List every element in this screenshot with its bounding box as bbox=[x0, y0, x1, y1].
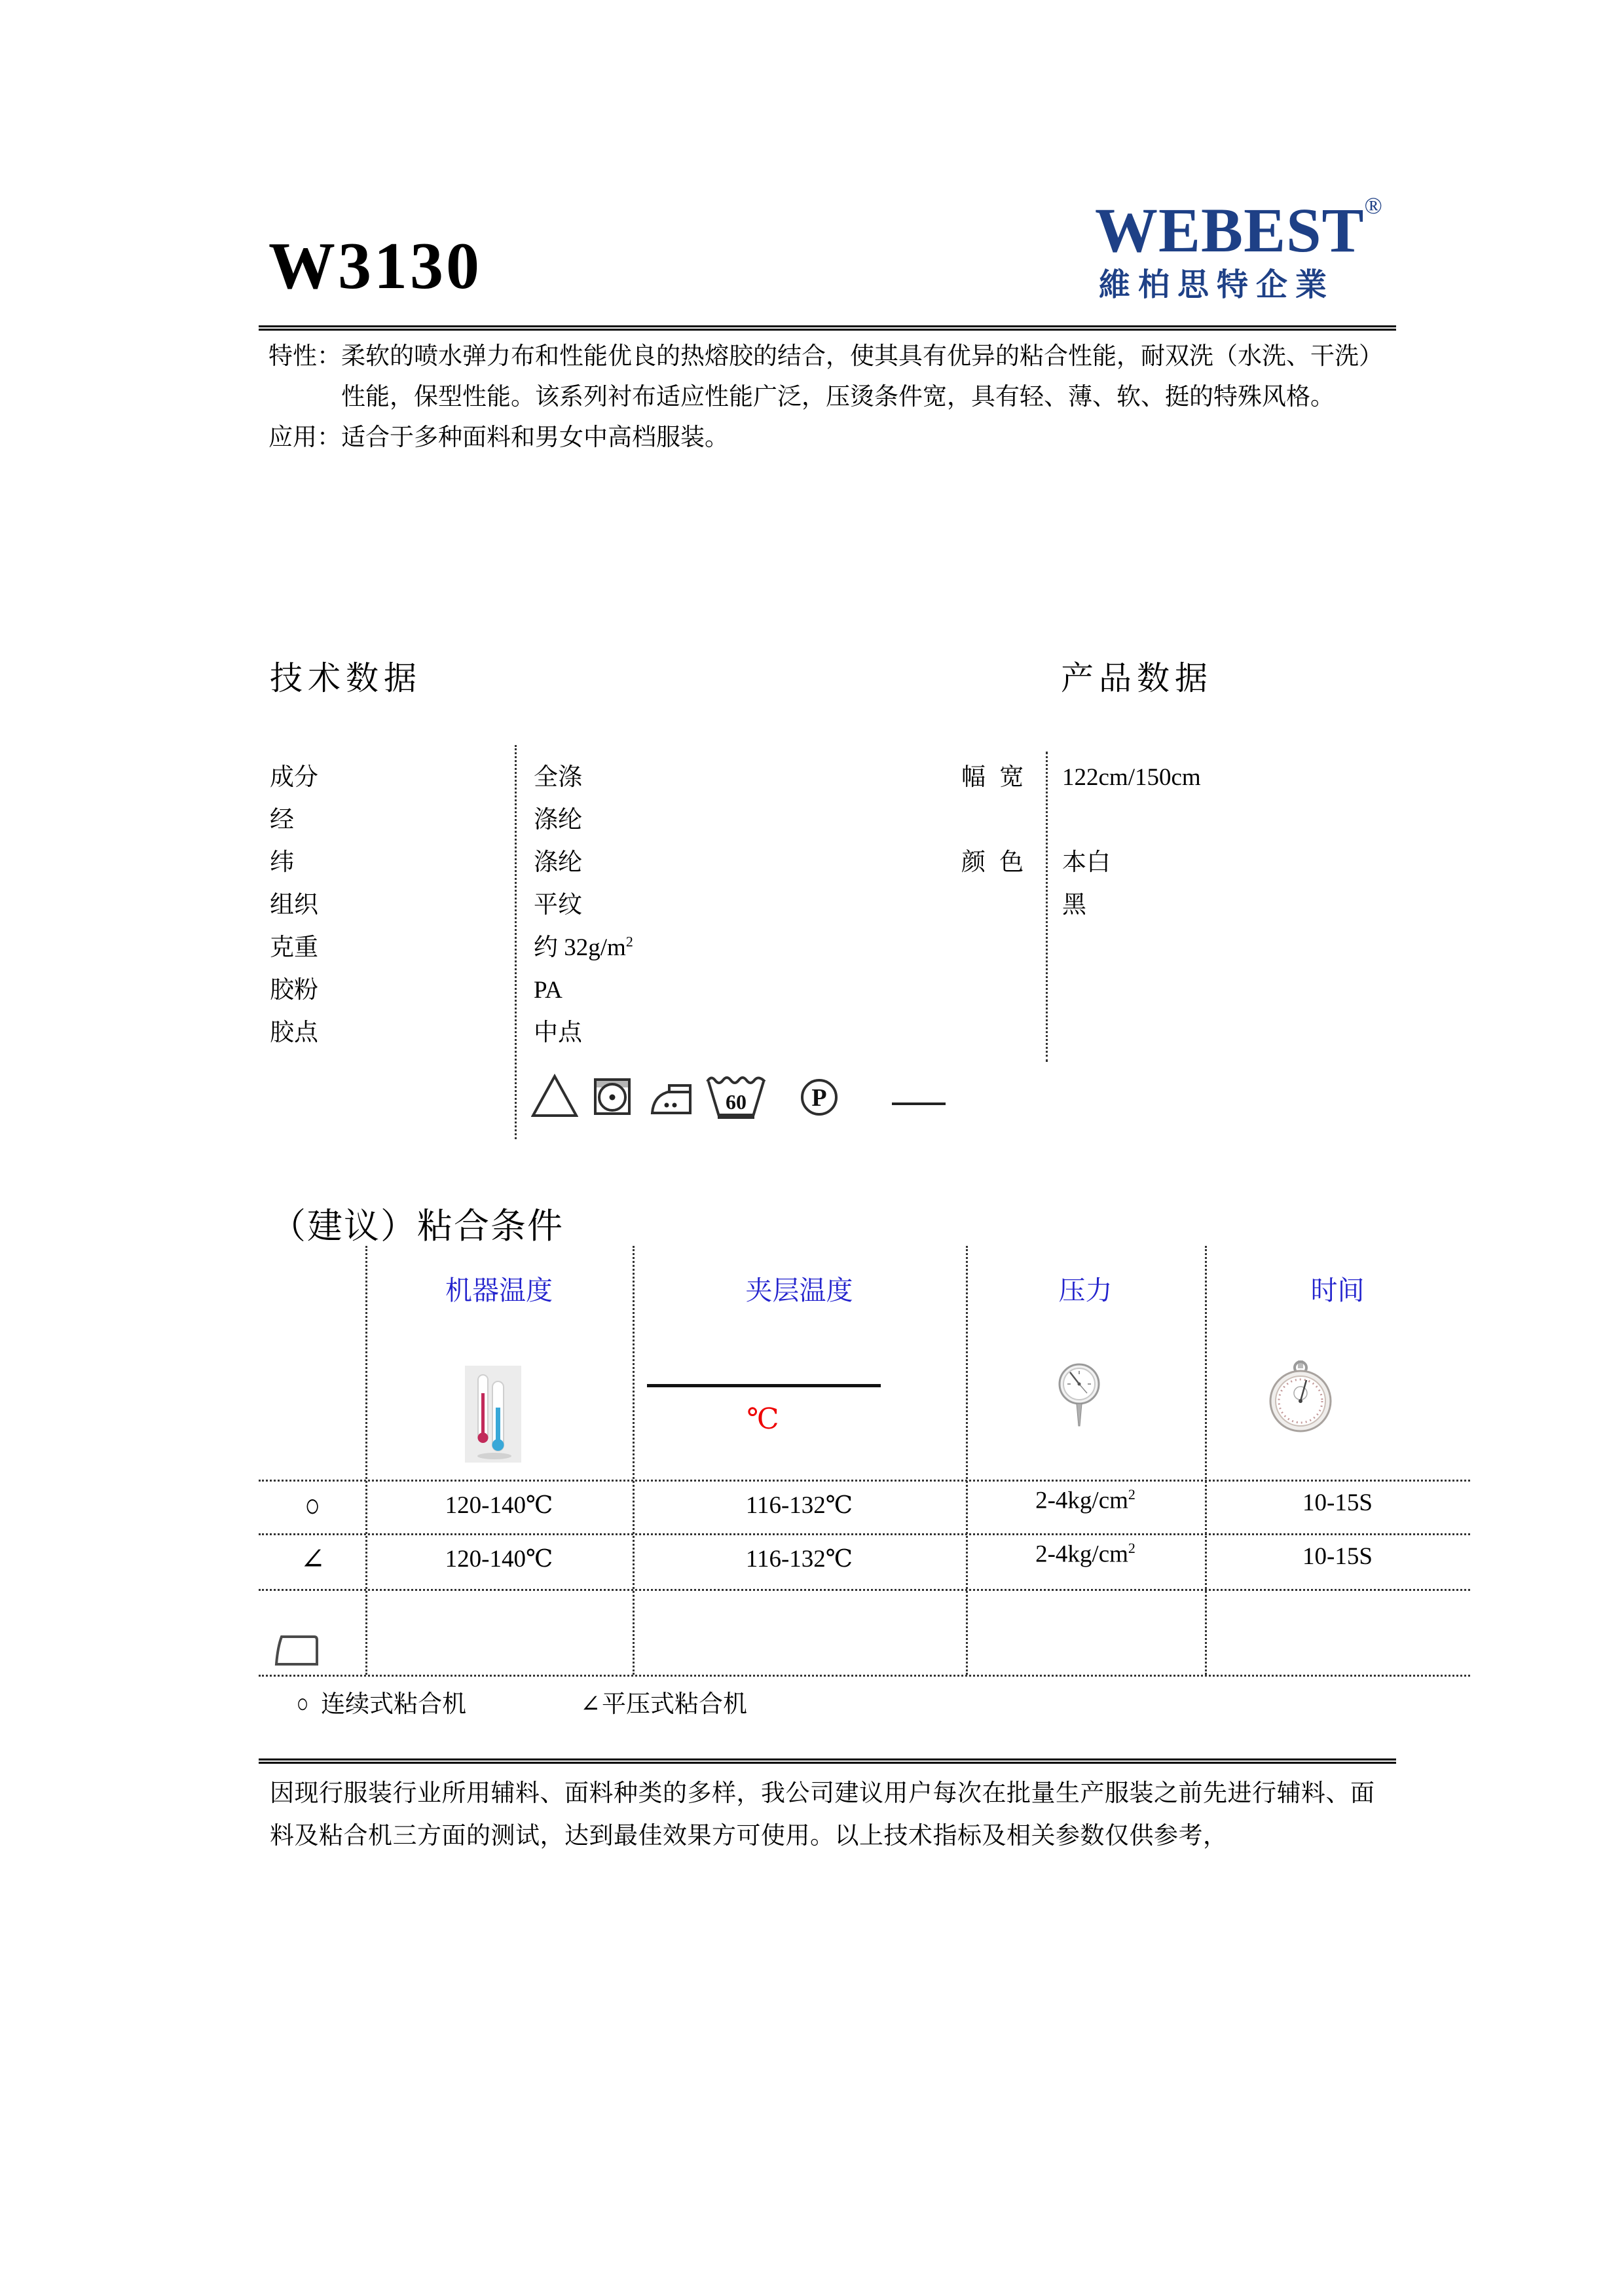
stopwatch-icon bbox=[1269, 1359, 1332, 1434]
product-color-value-1: 本白 bbox=[1062, 849, 1111, 876]
table-row bbox=[270, 976, 563, 1005]
table-row bbox=[270, 891, 582, 920]
table-row bbox=[270, 934, 633, 963]
features-line2: 性能，保型性能。该系列衬布适应性能广泛，压烫条件宽，具有轻、薄、软、挺的特殊风格。 bbox=[341, 384, 1335, 410]
bonding-row2-machine-temp: 120-140℃ bbox=[445, 1546, 553, 1573]
table-row bbox=[270, 806, 582, 835]
features-label: 特性： bbox=[268, 343, 341, 370]
bonding-row-line-1 bbox=[259, 1480, 1470, 1482]
tech-value-adhesive: PA bbox=[534, 977, 563, 1004]
bonding-col-line-4 bbox=[1205, 1246, 1207, 1675]
footer-divider bbox=[259, 1758, 1396, 1764]
application-text: 适合于多种面料和男女中高档服装。 bbox=[341, 424, 729, 451]
table-row bbox=[961, 848, 1111, 877]
application-row bbox=[268, 418, 1421, 458]
tech-label-adhesive: 胶粉 bbox=[270, 977, 318, 1004]
product-color-label: 颜 色 bbox=[961, 849, 1024, 876]
bonding-row1-time: 10-15S bbox=[1302, 1489, 1373, 1516]
tech-value-dot: 中点 bbox=[534, 1019, 582, 1046]
bonding-row2-time: 10-15S bbox=[1302, 1543, 1373, 1570]
footer-line2: 料及粘合机三方面的测试，达到最佳效果方可使用。以上技术指标及相关参数仅供参考， bbox=[270, 1823, 1228, 1850]
bonding-row1-pressure: $2-4kg/cm^2$ bbox=[1035, 1486, 1135, 1514]
product-width-value: 122cm/150cm bbox=[1062, 764, 1201, 791]
bonding-row1-machine-temp: 120-140℃ bbox=[445, 1492, 553, 1519]
bonding-col-line-1 bbox=[365, 1246, 367, 1675]
product-data-heading: 产品数据 bbox=[1061, 660, 1213, 697]
bleach-triangle-icon bbox=[531, 1072, 578, 1120]
continuous-symbol: ○ bbox=[296, 1688, 309, 1719]
iron-machine-icon bbox=[272, 1629, 322, 1669]
bonding-row-line-3 bbox=[259, 1589, 1470, 1591]
tech-label-warp: 经 bbox=[270, 807, 294, 833]
product-color-value-2: 黑 bbox=[1062, 892, 1086, 919]
brand-wordmark: WEBEST bbox=[1095, 195, 1365, 265]
brand-chinese-name: 維柏思特企業 bbox=[1099, 268, 1335, 302]
table-row bbox=[961, 763, 1201, 792]
features-text bbox=[341, 337, 1383, 418]
application-label: 应用： bbox=[268, 424, 341, 451]
interlayer-line bbox=[647, 1384, 881, 1387]
bonding-conditions-heading: （建议）粘合条件 bbox=[270, 1207, 564, 1246]
flat-press-label: 平压式粘合机 bbox=[602, 1691, 748, 1718]
bonding-row2-symbol: ∠ bbox=[300, 1542, 325, 1576]
features-line1: 柔软的喷水弹力布和性能优良的热熔胶的结合，使其具有优异的粘合性能，耐双洗（水洗、干洗） bbox=[341, 343, 1383, 370]
bonding-row1-symbol: ○ bbox=[304, 1486, 321, 1524]
dry-flat-line-icon bbox=[892, 1102, 946, 1105]
tech-label-dot: 胶点 bbox=[270, 1019, 318, 1046]
wash-60-icon bbox=[705, 1072, 767, 1122]
bonding-row-line-2 bbox=[259, 1533, 1470, 1535]
bonding-col-pressure: 压力 bbox=[1058, 1275, 1113, 1305]
tech-label-weft: 纬 bbox=[270, 849, 294, 876]
dry-clean-p-icon bbox=[800, 1078, 839, 1117]
tech-value-warp: 涤纶 bbox=[534, 807, 582, 833]
features-row bbox=[268, 337, 1421, 418]
iron-two-dots-icon bbox=[647, 1080, 695, 1117]
tech-value-weft: 涤纶 bbox=[534, 849, 582, 876]
bonding-row1-interlayer-temp: 116-132℃ bbox=[745, 1492, 853, 1519]
bonding-row2-pressure: $2-4kg/cm^2$ bbox=[1035, 1540, 1135, 1568]
brand-logo bbox=[1095, 192, 1383, 265]
tech-label-weave: 组织 bbox=[270, 892, 318, 919]
table-row bbox=[270, 1019, 582, 1048]
table-row bbox=[270, 763, 582, 792]
tech-value-composition: 全涤 bbox=[534, 764, 582, 791]
bonding-col-time: 时间 bbox=[1310, 1275, 1365, 1305]
flat-press-symbol: ∠ bbox=[580, 1691, 601, 1718]
tech-label-weight: 克重 bbox=[270, 934, 318, 962]
footer-line1: 因现行服装行业所用辅料、面料种类的多样，我公司建议用户每次在批量生产服装之前先进行辅料、面 bbox=[270, 1780, 1375, 1807]
celsius-symbol: ℃ bbox=[747, 1403, 779, 1435]
dry-clean-letter: P bbox=[811, 1084, 827, 1112]
legend-continuous bbox=[295, 1684, 466, 1719]
legend-flat-press bbox=[580, 1684, 747, 1719]
bonding-row2-interlayer-temp: 116-132℃ bbox=[745, 1546, 853, 1573]
bonding-row-line-4 bbox=[259, 1675, 1470, 1677]
header-divider bbox=[259, 325, 1396, 331]
page-title: W3130 bbox=[268, 229, 482, 303]
tech-label-composition: 成分 bbox=[270, 764, 318, 791]
product-table-divider bbox=[1046, 752, 1048, 1062]
tumble-dry-icon bbox=[593, 1078, 631, 1116]
bonding-col-machine-temp: 机器温度 bbox=[445, 1275, 553, 1305]
wash-temp-label: 60 bbox=[726, 1090, 747, 1114]
registered-trademark-icon: ® bbox=[1364, 192, 1383, 219]
bonding-col-line-2 bbox=[633, 1246, 635, 1675]
intro-section bbox=[268, 337, 1421, 458]
continuous-label: 连续式粘合机 bbox=[321, 1691, 467, 1718]
tech-value-weave: 平纹 bbox=[534, 892, 582, 919]
bonding-col-interlayer-temp: 夹层温度 bbox=[745, 1275, 853, 1305]
tech-value-weight: 约 $32g/m^2$ bbox=[534, 934, 633, 962]
product-width-label: 幅 宽 bbox=[961, 764, 1024, 791]
bonding-col-line-3 bbox=[966, 1246, 968, 1675]
technical-data-heading: 技术数据 bbox=[270, 660, 422, 697]
table-row bbox=[270, 848, 582, 877]
thermometer-icon bbox=[465, 1366, 521, 1463]
pressure-gauge-icon bbox=[1058, 1354, 1100, 1435]
